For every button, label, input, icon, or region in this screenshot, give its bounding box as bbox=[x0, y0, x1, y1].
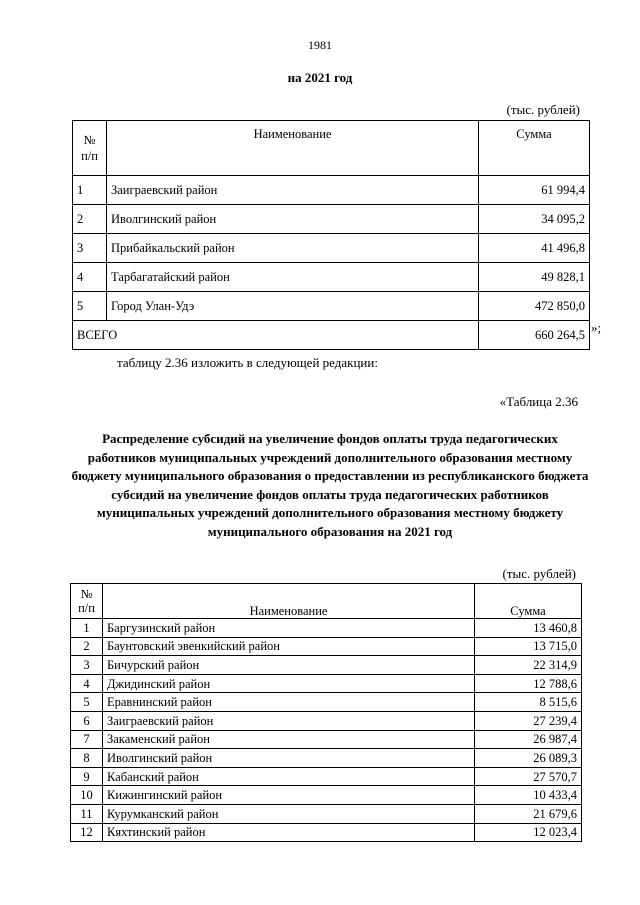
table2-cell-num: 8 bbox=[71, 749, 103, 768]
table1-total-sum: 660 264,5 bbox=[479, 321, 590, 350]
table2-row bbox=[71, 749, 582, 768]
table2-cell-sum: 13 460,8 bbox=[475, 619, 582, 638]
table2-row bbox=[71, 804, 582, 823]
table2-cell-name: Кижингинский район bbox=[103, 786, 475, 805]
table2-cell-name: Бичурский район bbox=[103, 656, 475, 675]
table2-cell-num: 11 bbox=[71, 804, 103, 823]
table2-cell-sum: 12 788,6 bbox=[475, 674, 582, 693]
table2-row bbox=[71, 693, 582, 712]
table2-cell-name: Баунтовский эвенкийский район bbox=[103, 637, 475, 656]
table1-row bbox=[73, 176, 590, 205]
table2-cell-sum: 12 023,4 bbox=[475, 823, 582, 842]
page-number: 1981 bbox=[308, 38, 332, 52]
table2-cell-num: 12 bbox=[71, 823, 103, 842]
table1-header-num: № п/п bbox=[73, 121, 107, 176]
table1-cell-num: 3 bbox=[73, 234, 107, 263]
table2-cell-name: Кабанский район bbox=[103, 767, 475, 786]
table1-row bbox=[73, 263, 590, 292]
table1-units: (тыс. рублей) bbox=[506, 102, 580, 117]
table2-row bbox=[71, 674, 582, 693]
table2-cell-sum: 22 314,9 bbox=[475, 656, 582, 675]
table1 bbox=[72, 120, 590, 350]
table1-cell-num: 4 bbox=[73, 263, 107, 292]
table1-cell-name: Иволгинский район bbox=[107, 205, 479, 234]
table1-cell-sum: 61 994,4 bbox=[479, 176, 590, 205]
table1-header-name: Наименование bbox=[107, 121, 479, 176]
section-heading: на 2021 год bbox=[287, 70, 353, 85]
table1-header-row bbox=[73, 121, 590, 176]
table1-cell-sum: 472 850,0 bbox=[479, 292, 590, 321]
table1-cell-name: Тарбагатайский район bbox=[107, 263, 479, 292]
table2-cell-name: Иволгинский район bbox=[103, 749, 475, 768]
table1-cell-num: 2 bbox=[73, 205, 107, 234]
table2-row bbox=[71, 823, 582, 842]
table2-cell-sum: 27 239,4 bbox=[475, 711, 582, 730]
table1-total-row bbox=[73, 321, 590, 350]
table2 bbox=[70, 583, 582, 842]
table2-label: «Таблица 2.36 bbox=[499, 394, 578, 409]
table2-units: (тыс. рублей) bbox=[502, 566, 576, 581]
table2-row bbox=[71, 656, 582, 675]
table2-cell-sum: 26 089,3 bbox=[475, 749, 582, 768]
table1-cell-sum: 49 828,1 bbox=[479, 263, 590, 292]
table2-cell-name: Кяхтинский район bbox=[103, 823, 475, 842]
table1-cell-num: 5 bbox=[73, 292, 107, 321]
instruction-text: таблицу 2.36 изложить в следующей редакции: bbox=[117, 355, 378, 370]
table2-cell-sum: 10 433,4 bbox=[475, 786, 582, 805]
table2-cell-sum: 26 987,4 bbox=[475, 730, 582, 749]
table1-row bbox=[73, 205, 590, 234]
table2-header-row bbox=[71, 584, 582, 619]
table2-cell-num: 10 bbox=[71, 786, 103, 805]
table2-cell-sum: 13 715,0 bbox=[475, 637, 582, 656]
table2-cell-num: 2 bbox=[71, 637, 103, 656]
table2-row bbox=[71, 637, 582, 656]
table2-row bbox=[71, 711, 582, 730]
table2-title: Распределение субсидий на увеличение фондов оплаты труда педагогических работников муниципальных учреждений дополнительного образования местному бюджету муниципального образования о предоставлении из республиканского бюджета субсидий на увеличение фондов оплаты труда педагогических работников муниципальных учреждений дополнительного образования местному бюджету муниципального образования на 2021 год bbox=[71, 431, 589, 539]
table1-cell-name: Город Улан-Удэ bbox=[107, 292, 479, 321]
table2-cell-name: Курумканский район bbox=[103, 804, 475, 823]
table1-row bbox=[73, 234, 590, 263]
table2-cell-num: 9 bbox=[71, 767, 103, 786]
table2-header-sum: Сумма bbox=[475, 584, 582, 619]
table1-cell-name: Заиграевский район bbox=[107, 176, 479, 205]
table2-row bbox=[71, 730, 582, 749]
table2-cell-num: 7 bbox=[71, 730, 103, 749]
table2-cell-name: Заиграевский район bbox=[103, 711, 475, 730]
table2-cell-sum: 21 679,6 bbox=[475, 804, 582, 823]
table2-cell-num: 1 bbox=[71, 619, 103, 638]
table2-cell-num: 5 bbox=[71, 693, 103, 712]
table2-cell-name: Закаменский район bbox=[103, 730, 475, 749]
table1-cell-sum: 41 496,8 bbox=[479, 234, 590, 263]
table2-row bbox=[71, 767, 582, 786]
table2-cell-name: Еравнинский район bbox=[103, 693, 475, 712]
table2-row bbox=[71, 619, 582, 638]
table2-cell-num: 6 bbox=[71, 711, 103, 730]
table1-cell-sum: 34 095,2 bbox=[479, 205, 590, 234]
table2-cell-name: Джидинский район bbox=[103, 674, 475, 693]
table2-row bbox=[71, 786, 582, 805]
table1-header-sum: Сумма bbox=[479, 121, 590, 176]
table2-cell-num: 3 bbox=[71, 656, 103, 675]
table2-cell-sum: 27 570,7 bbox=[475, 767, 582, 786]
table1-row bbox=[73, 292, 590, 321]
table2-cell-num: 4 bbox=[71, 674, 103, 693]
table2-cell-name: Баргузинский район bbox=[103, 619, 475, 638]
table2-header-num: № п/п bbox=[71, 584, 103, 619]
table2-header-name: Наименование bbox=[103, 584, 475, 619]
table1-cell-num: 1 bbox=[73, 176, 107, 205]
table1-total-label: ВСЕГО bbox=[73, 321, 479, 350]
table2-cell-sum: 8 515,6 bbox=[475, 693, 582, 712]
table1-cell-name: Прибайкальский район bbox=[107, 234, 479, 263]
closing-quote: »; bbox=[591, 320, 602, 335]
